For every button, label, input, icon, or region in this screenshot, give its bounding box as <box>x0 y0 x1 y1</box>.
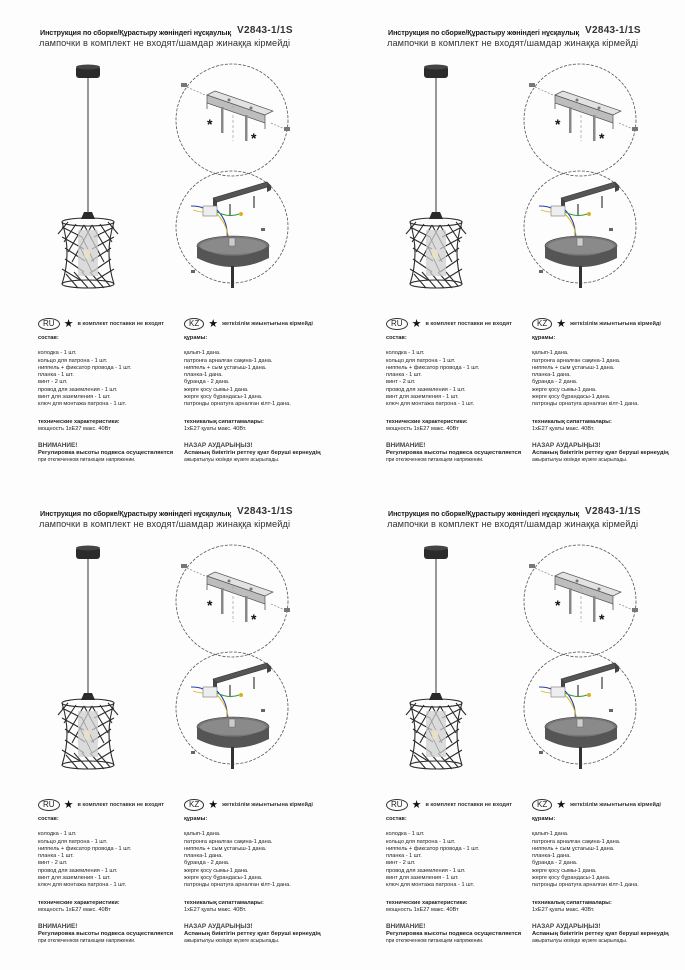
list-item: патронды орнатуға арналған кілт-1 дана. <box>532 882 639 889</box>
kz-warning-label: НАЗАР АУДАРЫҢЫЗ! <box>532 442 601 450</box>
list-item: кольцо для патрона - 1 шт. <box>386 838 456 845</box>
kz-legend <box>532 799 661 811</box>
kz-tech-specs <box>184 419 329 434</box>
list-item: ключ для монтажа патрона - 1 шт. <box>386 401 475 408</box>
instruction-title: Инструкция по сборке/Құрастыру жөніндегі нұсқаулық <box>388 509 579 518</box>
ru-tech-specs <box>38 419 183 434</box>
kz-warning-label: НАЗАР АУДАРЫҢЫЗ! <box>184 923 253 931</box>
list-item: жерге қосу сымы-1 дана. <box>532 386 597 393</box>
ru-legend <box>386 799 512 811</box>
kz-language-badge: KZ <box>184 799 204 811</box>
ru-legend <box>386 318 512 330</box>
list-item: провод для заземления - 1 шт. <box>38 867 118 874</box>
pendant-lamp-illustration <box>32 543 162 783</box>
ru-warning <box>38 923 183 945</box>
kz-tech-value: 1хЕ27 қуаты макс. 40Вт. <box>184 425 247 432</box>
kz-tech-label: техникалық сипаттамалары: <box>184 899 264 906</box>
list-item: ключ для монтажа патрона - 1 шт. <box>38 401 127 408</box>
list-item: провод для заземления - 1 шт. <box>386 867 466 874</box>
kz-specification-column <box>184 816 329 945</box>
ru-tech-specs <box>386 900 531 915</box>
svg-text:*: * <box>555 597 561 613</box>
svg-text:*: * <box>599 130 605 146</box>
ru-warning-text: Регулировка высоты подвеса осуществляется <box>386 449 522 456</box>
instruction-title: Инструкция по сборке/Құрастыру жөніндегі нұсқаулық <box>40 28 231 37</box>
list-item: винт для заземления - 1 шт. <box>386 394 459 401</box>
model-number: V2843-1/1S <box>585 25 641 36</box>
list-item: колодка - 1 шт. <box>38 831 77 838</box>
list-item: провод для заземления - 1 шт. <box>386 386 466 393</box>
kz-language-badge: KZ <box>532 318 552 330</box>
list-item: патронға арналған сақина-1 дана. <box>532 357 621 364</box>
ru-tech-value: мощность 1хЕ27 макс. 40Вт <box>386 906 459 913</box>
list-item: ниппель + фиксатор провода - 1 шт. <box>38 364 132 371</box>
list-item: қалып-1 дана. <box>184 350 221 357</box>
ru-contents-list <box>38 350 183 408</box>
ru-tech-value: мощность 1хЕ27 макс. 40Вт <box>386 425 459 432</box>
list-item: планка-1 дана. <box>532 372 571 379</box>
kz-specification-column <box>532 335 677 464</box>
ru-contents-label: состав: <box>386 816 407 822</box>
kz-specification-column <box>532 816 677 945</box>
ru-contents-label: состав: <box>38 335 59 341</box>
ru-warning-label: ВНИМАНИЕ! <box>38 442 78 450</box>
list-item: колодка - 1 шт. <box>38 350 77 357</box>
svg-text:*: * <box>251 130 257 146</box>
ru-contents-list <box>38 831 183 889</box>
list-item: планка-1 дана. <box>184 853 223 860</box>
star-marker-icon: ★ <box>556 799 567 811</box>
kz-warning-text-2: ажыратылуы кезінде жүзеге асырылады. <box>184 456 280 463</box>
pendant-lamp-illustration <box>380 62 510 302</box>
kz-warning-text: Аспаның биіктігін реттеу қуат беруші кернеудің <box>532 930 669 937</box>
list-item: патронды орнатуға арналған кілт-1 дана. <box>184 401 291 408</box>
star-marker-icon: ★ <box>63 799 74 811</box>
list-item: ниппель + сым ұстағыш-1 дана. <box>184 364 267 371</box>
ru-warning <box>38 442 183 464</box>
kz-not-included-note: жеткізілім жиынтығына кірмейді <box>570 321 661 327</box>
ru-language-badge: RU <box>386 318 408 330</box>
kz-tech-specs <box>532 419 677 434</box>
kz-language-badge: KZ <box>532 799 552 811</box>
kz-tech-value: 1хЕ27 қуаты макс. 40Вт. <box>532 906 595 913</box>
list-item: кольцо для патрона - 1 шт. <box>38 357 108 364</box>
list-item: ниппель + сым ұстағыш-1 дана. <box>532 845 615 852</box>
kz-warning-text: Аспаның биіктігін реттеу қуат беруші кернеудің <box>184 449 321 456</box>
bulbs-not-included-note: лампочки в комплект не входят/шамдар жинаққа кірмейді <box>387 519 639 529</box>
list-item: патронға арналған сақина-1 дана. <box>184 838 273 845</box>
bulbs-not-included-note: лампочки в комплект не входят/шамдар жинаққа кірмейді <box>387 38 639 48</box>
ru-not-included-note: в комплект поставки не входят <box>77 321 164 327</box>
model-number: V2843-1/1S <box>585 506 641 517</box>
kz-warning-text-2: ажыратылуы кезінде жүзеге асырылады. <box>184 937 280 944</box>
ru-contents-label: состав: <box>386 335 407 341</box>
instruction-panel-top-right <box>380 22 685 492</box>
ru-tech-specs <box>386 419 531 434</box>
model-number: V2843-1/1S <box>237 25 293 36</box>
ru-warning-text: Регулировка высоты подвеса осуществляется <box>38 449 174 456</box>
list-item: жерге қосу бұрандасы-1 дана. <box>532 394 611 401</box>
star-marker-icon: ★ <box>208 318 219 330</box>
list-item: жерге қосу сымы-1 дана. <box>184 867 249 874</box>
star-marker-icon: ★ <box>411 318 422 330</box>
kz-contents-list <box>184 350 329 408</box>
ru-legend <box>38 799 164 811</box>
ru-tech-label: технические характеристики: <box>386 899 468 906</box>
kz-tech-specs <box>184 900 329 915</box>
pendant-lamp-illustration <box>380 543 510 783</box>
ru-language-badge: RU <box>386 799 408 811</box>
ru-warning-text-2: при отключенном питающем напряжении. <box>386 456 484 463</box>
canopy-wiring-diagram <box>167 162 297 292</box>
ru-tech-label: технические характеристики: <box>386 418 468 425</box>
ru-language-badge: RU <box>38 318 60 330</box>
list-item: винт для заземления - 1 шт. <box>38 875 111 882</box>
list-item: қалып-1 дана. <box>532 831 569 838</box>
list-item: ниппель + фиксатор провода - 1 шт. <box>38 845 132 852</box>
instruction-title: Инструкция по сборке/Құрастыру жөніндегі нұсқаулық <box>40 509 231 518</box>
kz-warning <box>184 442 329 464</box>
instruction-panel-bottom-right <box>380 503 685 970</box>
svg-text:*: * <box>251 611 257 627</box>
list-item: жерге қосу бұрандасы-1 дана. <box>184 875 263 882</box>
list-item: бұранда - 2 дана. <box>532 860 578 867</box>
list-item: винт - 2 шт. <box>38 860 68 867</box>
list-item: колодка - 1 шт. <box>386 831 425 838</box>
list-item: винт - 2 шт. <box>386 379 416 386</box>
canopy-wiring-diagram <box>515 643 645 773</box>
kz-legend <box>184 799 313 811</box>
list-item: ниппель + сым ұстағыш-1 дана. <box>184 845 267 852</box>
ru-specification-column <box>38 816 183 945</box>
ru-warning-text: Регулировка высоты подвеса осуществляется <box>386 930 522 937</box>
ru-warning-label: ВНИМАНИЕ! <box>38 923 78 931</box>
kz-not-included-note: жеткізілім жиынтығына кірмейді <box>570 802 661 808</box>
list-item: жерге қосу бұрандасы-1 дана. <box>184 394 263 401</box>
kz-warning-label: НАЗАР АУДАРЫҢЫЗ! <box>184 442 253 450</box>
bulbs-not-included-note: лампочки в комплект не входят/шамдар жинаққа кірмейді <box>39 519 291 529</box>
ru-legend <box>38 318 164 330</box>
ru-warning-text-2: при отключенном питающем напряжении. <box>386 937 484 944</box>
list-item: планка - 1 шт. <box>386 853 422 860</box>
kz-contents-list <box>184 831 329 889</box>
star-marker-icon: ★ <box>63 318 74 330</box>
kz-tech-specs <box>532 900 677 915</box>
list-item: жерге қосу бұрандасы-1 дана. <box>532 875 611 882</box>
list-item: колодка - 1 шт. <box>386 350 425 357</box>
list-item: қалып-1 дана. <box>532 350 569 357</box>
list-item: провод для заземления - 1 шт. <box>38 386 118 393</box>
kz-legend <box>184 318 313 330</box>
list-item: ключ для монтажа патрона - 1 шт. <box>386 882 475 889</box>
ru-tech-value: мощность 1хЕ27 макс. 40Вт <box>38 906 111 913</box>
kz-warning <box>532 442 677 464</box>
ru-language-badge: RU <box>38 799 60 811</box>
list-item: винт - 2 шт. <box>386 860 416 867</box>
ru-warning-text-2: при отключенном питающем напряжении. <box>38 456 136 463</box>
ru-tech-value: мощность 1хЕ27 макс. 40Вт <box>38 425 111 432</box>
list-item: винт для заземления - 1 шт. <box>386 875 459 882</box>
ru-tech-label: технические характеристики: <box>38 418 120 425</box>
list-item: винт - 2 шт. <box>38 379 68 386</box>
ru-contents-label: состав: <box>38 816 59 822</box>
ru-warning-label: ВНИМАНИЕ! <box>386 923 426 931</box>
kz-tech-value: 1хЕ27 қуаты макс. 40Вт. <box>184 906 247 913</box>
instruction-title: Инструкция по сборке/Құрастыру жөніндегі нұсқаулық <box>388 28 579 37</box>
list-item: ключ для монтажа патрона - 1 шт. <box>38 882 127 889</box>
ru-specification-column <box>386 816 531 945</box>
kz-tech-label: техникалық сипаттамалары: <box>532 899 612 906</box>
star-marker-icon: ★ <box>556 318 567 330</box>
kz-contents-label: құрамы: <box>532 816 556 822</box>
kz-warning-text-2: ажыратылуы кезінде жүзеге асырылады. <box>532 456 628 463</box>
list-item: бұранда - 2 дана. <box>184 860 230 867</box>
kz-specification-column <box>184 335 329 464</box>
ru-tech-label: технические характеристики: <box>38 899 120 906</box>
ru-contents-list <box>386 831 531 889</box>
list-item: патронға арналған сақина-1 дана. <box>184 357 273 364</box>
canopy-wiring-diagram <box>167 643 297 773</box>
ru-warning <box>386 923 531 945</box>
instruction-panel-bottom-left <box>32 503 342 970</box>
list-item: бұранда - 2 дана. <box>184 379 230 386</box>
list-item: патронға арналған сақина-1 дана. <box>532 838 621 845</box>
list-item: планка - 1 шт. <box>38 372 74 379</box>
list-item: планка-1 дана. <box>184 372 223 379</box>
kz-contents-list <box>532 350 677 408</box>
svg-text:*: * <box>207 116 213 132</box>
ru-warning <box>386 442 531 464</box>
ru-specification-column <box>386 335 531 464</box>
kz-contents-label: құрамы: <box>184 335 208 341</box>
svg-text:*: * <box>599 611 605 627</box>
kz-tech-label: техникалық сипаттамалары: <box>184 418 264 425</box>
kz-legend <box>532 318 661 330</box>
instruction-panel-top-left <box>32 22 342 492</box>
svg-text:*: * <box>207 597 213 613</box>
ru-warning-text-2: при отключенном питающем напряжении. <box>38 937 136 944</box>
list-item: кольцо для патрона - 1 шт. <box>386 357 456 364</box>
kz-tech-label: техникалық сипаттамалары: <box>532 418 612 425</box>
kz-language-badge: KZ <box>184 318 204 330</box>
star-marker-icon: ★ <box>208 799 219 811</box>
kz-contents-list <box>532 831 677 889</box>
ru-tech-specs <box>38 900 183 915</box>
list-item: ниппель + фиксатор провода - 1 шт. <box>386 364 480 371</box>
kz-not-included-note: жеткізілім жиынтығына кірмейді <box>222 802 313 808</box>
list-item: жерге қосу сымы-1 дана. <box>184 386 249 393</box>
ru-contents-list <box>386 350 531 408</box>
svg-text:*: * <box>555 116 561 132</box>
kz-tech-value: 1хЕ27 қуаты макс. 40Вт. <box>532 425 595 432</box>
star-marker-icon: ★ <box>411 799 422 811</box>
kz-warning-text: Аспаның биіктігін реттеу қуат беруші кернеудің <box>184 930 321 937</box>
list-item: патронды орнатуға арналған кілт-1 дана. <box>184 882 291 889</box>
ru-not-included-note: в комплект поставки не входят <box>425 321 512 327</box>
ru-warning-label: ВНИМАНИЕ! <box>386 442 426 450</box>
list-item: кольцо для патрона - 1 шт. <box>38 838 108 845</box>
kz-warning <box>532 923 677 945</box>
ru-warning-text: Регулировка высоты подвеса осуществляется <box>38 930 174 937</box>
list-item: планка - 1 шт. <box>386 372 422 379</box>
kz-warning-text: Аспаның биіктігін реттеу қуат беруші кернеудің <box>532 449 669 456</box>
kz-warning <box>184 923 329 945</box>
kz-warning-label: НАЗАР АУДАРЫҢЫЗ! <box>532 923 601 931</box>
ru-not-included-note: в комплект поставки не входят <box>425 802 512 808</box>
list-item: ниппель + фиксатор провода - 1 шт. <box>386 845 480 852</box>
pendant-lamp-illustration <box>32 62 162 302</box>
list-item: қалып-1 дана. <box>184 831 221 838</box>
list-item: винт для заземления - 1 шт. <box>38 394 111 401</box>
ru-specification-column <box>38 335 183 464</box>
kz-contents-label: құрамы: <box>184 816 208 822</box>
kz-not-included-note: жеткізілім жиынтығына кірмейді <box>222 321 313 327</box>
list-item: планка - 1 шт. <box>38 853 74 860</box>
list-item: ниппель + сым ұстағыш-1 дана. <box>532 364 615 371</box>
bulbs-not-included-note: лампочки в комплект не входят/шамдар жинаққа кірмейді <box>39 38 291 48</box>
kz-warning-text-2: ажыратылуы кезінде жүзеге асырылады. <box>532 937 628 944</box>
kz-contents-label: құрамы: <box>532 335 556 341</box>
list-item: планка-1 дана. <box>532 853 571 860</box>
list-item: бұранда - 2 дана. <box>532 379 578 386</box>
model-number: V2843-1/1S <box>237 506 293 517</box>
list-item: жерге қосу сымы-1 дана. <box>532 867 597 874</box>
canopy-wiring-diagram <box>515 162 645 292</box>
list-item: патронды орнатуға арналған кілт-1 дана. <box>532 401 639 408</box>
ru-not-included-note: в комплект поставки не входят <box>77 802 164 808</box>
